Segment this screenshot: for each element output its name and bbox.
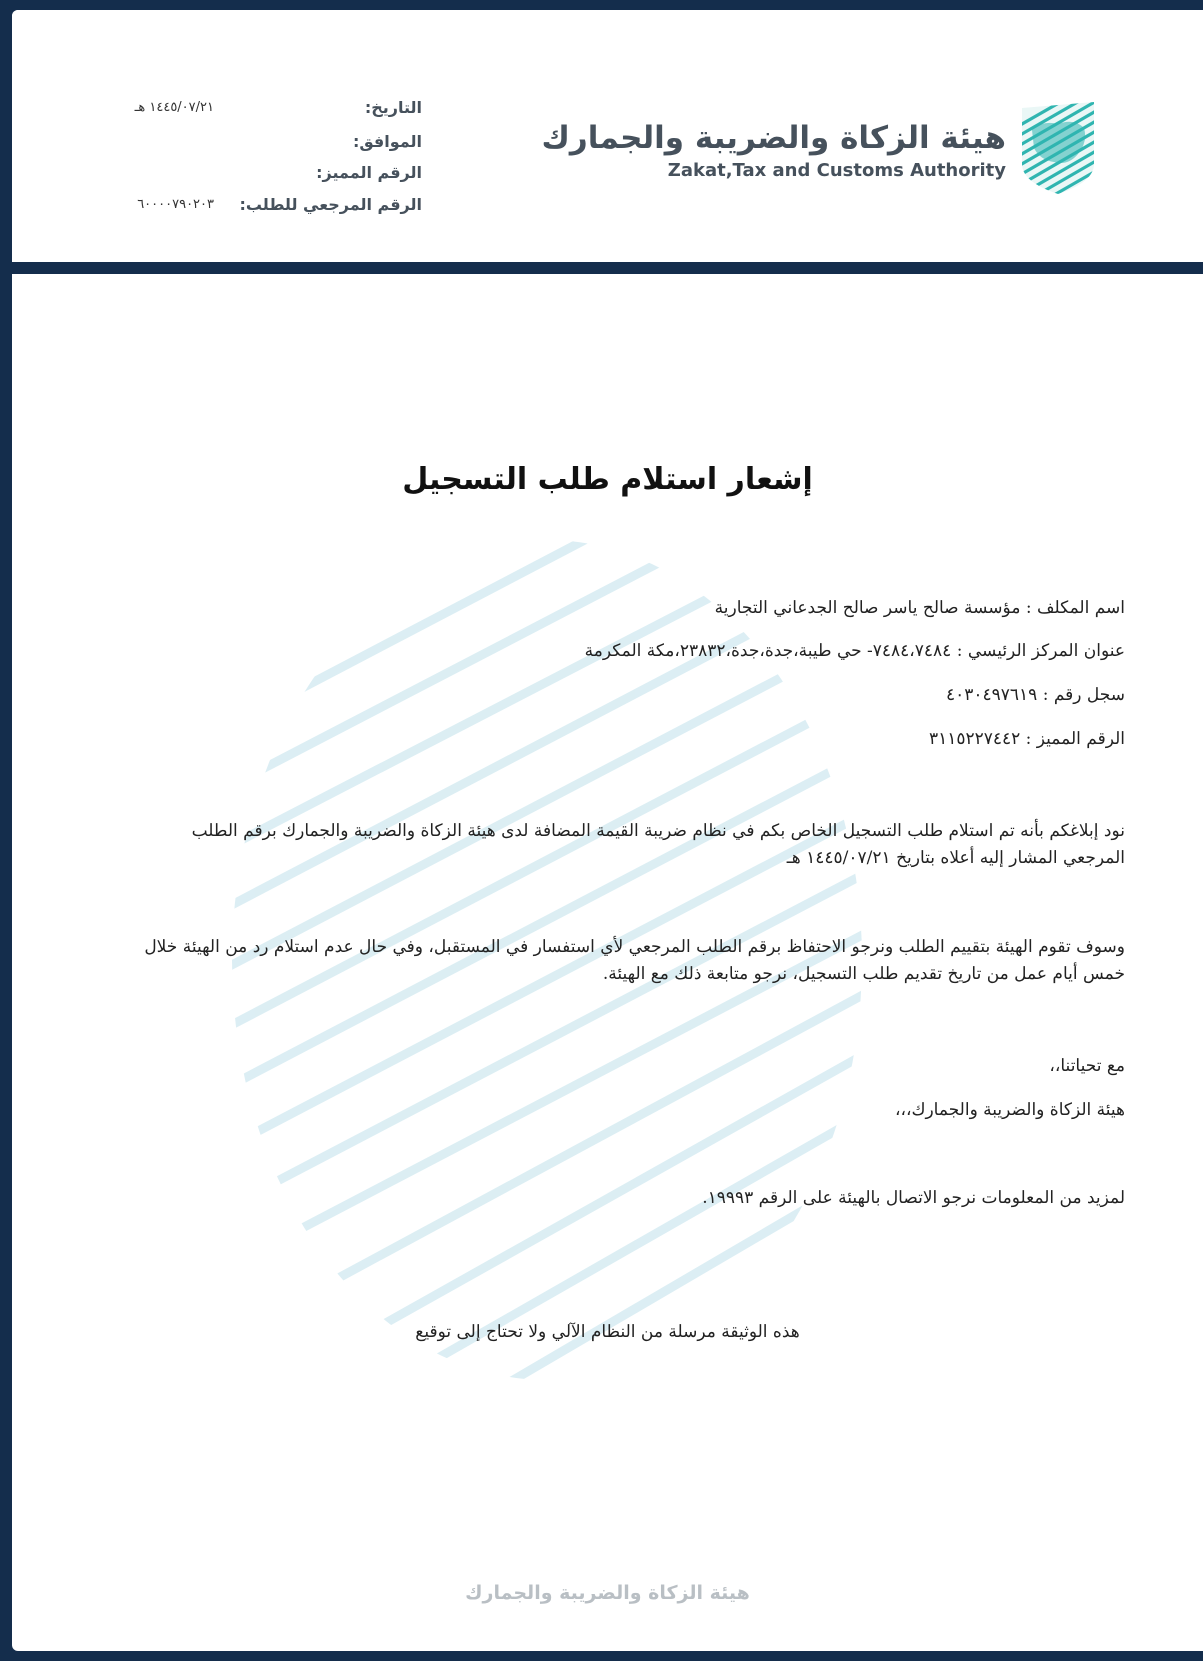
org-name-arabic: هيئة الزكاة والضريبة والجمارك — [541, 120, 1006, 156]
reference-value: ٦٠٠٠٠٧٩٠٢٠٣ — [137, 197, 214, 212]
receipt-line-1: نود إبلاغكم بأنه تم استلام طلب التسجيل الخاص بكم في نظام ضريبة القيمة المضافة لدى هيئة الزكاة والضريبة والجمارك برقم الطلب — [191, 821, 1125, 841]
closing-regards: مع تحياتنا،، — [1049, 1056, 1125, 1076]
corresponding-label: الموافق: — [352, 132, 422, 151]
reference-row — [92, 195, 422, 221]
date-value: ١٤٤٥/٠٧/٢١ هـ — [134, 100, 214, 115]
date-label: التاريخ: — [364, 98, 422, 117]
followup-line-1: وسوف تقوم الهيئة بتقييم الطلب ونرجو الاحتفاظ برقم الطلب المرجعي لأي استفسار في المستقبل، وفي حال عدم استلام رد من الهيئة خلال — [144, 937, 1125, 957]
date-row — [92, 98, 422, 124]
closing-signature: هيئة الزكاة والضريبة والجمارك،،، — [895, 1100, 1125, 1120]
main-address: عنوان المركز الرئيسي : ٧٤٨٤،٧٤٨٤- حي طيبة،جدة،جدة،٢٣٨٣٢،مكة المكرمة — [584, 641, 1125, 661]
receipt-paragraph — [65, 818, 1125, 872]
system-generated-note: هذه الوثيقة مرسلة من النظام الآلي ولا تحتاج إلى توقيع — [415, 1322, 800, 1342]
distinctive-number-row — [92, 163, 422, 189]
org-name-english: Zakat,Tax and Customs Authority — [667, 160, 1006, 181]
header-divider — [12, 262, 1203, 274]
document-sheet — [12, 10, 1203, 1651]
authority-logo — [541, 102, 1098, 212]
page-title: إشعار استلام طلب التسجيل — [402, 462, 813, 497]
receipt-line-2: المرجعي المشار إليه أعلاه بتاريخ ١٤٤٥/٠٧/٢١ هـ — [786, 848, 1125, 868]
letter-meta — [92, 88, 422, 238]
followup-line-2: خمس أيام عمل من تاريخ تقديم طلب التسجيل، نرجو متابعة ذلك مع الهيئة. — [602, 964, 1125, 984]
distinctive-number: الرقم المميز : ٣١١٥٢٢٧٤٤٢ — [928, 729, 1125, 749]
corresponding-row — [92, 132, 422, 158]
authority-emblem-icon — [1018, 102, 1098, 194]
distinctive-number-label: الرقم المميز: — [316, 163, 422, 182]
reference-label: الرقم المرجعي للطلب: — [239, 195, 422, 214]
followup-paragraph — [65, 934, 1125, 988]
commercial-registration: سجل رقم : ٤٠٣٠٤٩٧٦١٩ — [946, 685, 1125, 705]
letterhead — [12, 10, 1203, 260]
contact-info: لمزيد من المعلومات نرجو الاتصال بالهيئة على الرقم ١٩٩٩٣. — [702, 1188, 1125, 1208]
taxpayer-name: اسم المكلف : مؤسسة صالح ياسر صالح الجدعاني التجارية — [714, 598, 1125, 618]
footer-org-name: هيئة الزكاة والضريبة والجمارك — [465, 1582, 750, 1604]
